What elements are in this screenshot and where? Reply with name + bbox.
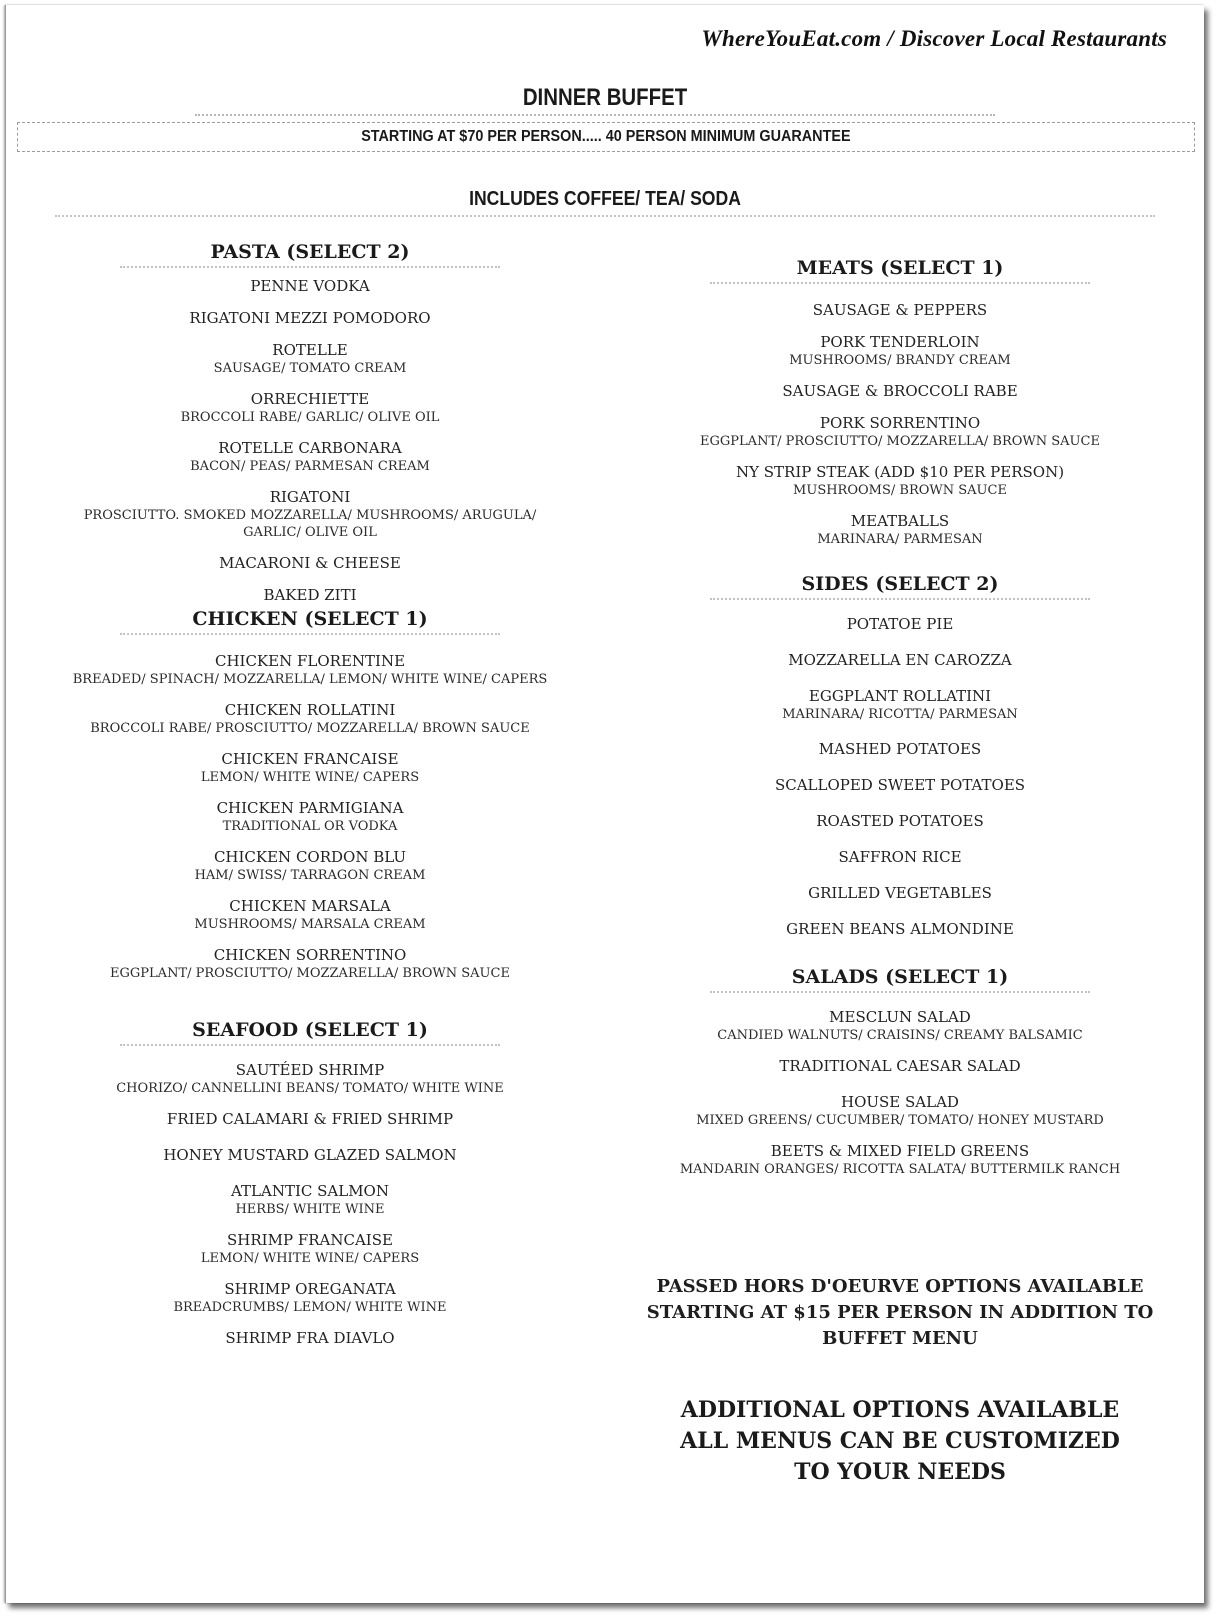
section-sides <box>620 572 1180 939</box>
note-line: ALL MENUS CAN BE CUSTOMIZED <box>680 1428 1120 1454</box>
item-description: MUSHROOMS/ BRANDY CREAM <box>789 353 1011 368</box>
menu-item <box>40 1279 580 1316</box>
item-name: SAUTÉED SHRIMP <box>235 1061 385 1079</box>
section-seafood <box>40 1018 580 1348</box>
item-name: EGGPLANT ROLLATINI <box>808 687 992 705</box>
item-description: MIXED GREENS/ CUCUMBER/ TOMATO/ HONEY MUSTARD <box>696 1113 1104 1128</box>
item-description: MUSHROOMS/ BROWN SAUCE <box>793 483 1007 498</box>
price-banner <box>17 122 1195 152</box>
item-name: NY STRIP STEAK (ADD $10 PER PERSON) <box>735 463 1065 481</box>
item-name: RIGATONI <box>269 488 351 506</box>
note-line: ADDITIONAL OPTIONS AVAILABLE <box>680 1397 1120 1423</box>
section-heading: SIDES (SELECT 2) <box>801 573 999 595</box>
section-divider <box>710 282 1090 284</box>
menu-item <box>40 1109 580 1129</box>
item-name: CHICKEN SORRENTINO <box>213 946 407 964</box>
section-chicken <box>40 607 580 982</box>
item-name: CHICKEN MARSALA <box>229 897 391 915</box>
item-name: CHICKEN PARMIGIANA <box>216 799 404 817</box>
menu-item <box>620 1092 1180 1129</box>
title-divider <box>195 114 995 120</box>
item-name: GRILLED VEGETABLES <box>808 884 992 902</box>
note-line: TO YOUR NEEDS <box>794 1459 1006 1485</box>
menu-item <box>620 462 1180 499</box>
item-name: HOUSE SALAD <box>841 1093 959 1111</box>
includes-line: INCLUDES COFFEE/ TEA/ SODA <box>469 188 741 210</box>
item-name: CHICKEN CORDON BLU <box>213 848 407 866</box>
item-description: MARINARA/ PARMESAN <box>817 532 983 547</box>
left-column <box>40 240 580 1360</box>
menu-item <box>40 389 580 426</box>
item-name: POTATOE PIE <box>846 615 954 633</box>
menu-item <box>620 919 1180 939</box>
section-salads <box>620 965 1180 1178</box>
note-line: STARTING AT $15 PER PERSON IN ADDITION TO <box>646 1302 1154 1323</box>
item-name: MASHED POTATOES <box>818 740 982 758</box>
item-description: BROCCOLI RABE/ GARLIC/ OLIVE OIL <box>180 410 440 425</box>
item-name: SHRIMP FRA DIAVLO <box>225 1329 395 1347</box>
section-pasta <box>40 240 580 605</box>
section-heading: CHICKEN (SELECT 1) <box>192 608 428 630</box>
item-name: SAUSAGE & PEPPERS <box>812 301 988 319</box>
item-name: ROTELLE CARBONARA <box>218 439 402 457</box>
menu-item <box>40 651 580 688</box>
item-description: EGGPLANT/ PROSCIUTTO/ MOZZARELLA/ BROWN SAUCE <box>110 966 510 981</box>
menu-item <box>620 1141 1180 1178</box>
item-name: GREEN BEANS ALMONDINE <box>786 920 1014 938</box>
menu-item <box>40 487 580 541</box>
menu-item <box>620 614 1180 634</box>
page-title: DINNER BUFFET <box>522 84 688 111</box>
menu-item <box>620 413 1180 450</box>
item-name: MACARONI & CHEESE <box>219 554 401 572</box>
item-name: SCALLOPED SWEET POTATOES <box>774 776 1026 794</box>
item-description: BACON/ PEAS/ PARMESAN CREAM <box>190 459 430 474</box>
item-description: PROSCIUTTO. SMOKED MOZZARELLA/ MUSHROOMS/ ARUGULA/ GARLIC/ OLIVE OIL <box>83 508 537 540</box>
hors-doeuvre-note <box>620 1274 1180 1352</box>
item-name: RIGATONI MEZZI POMODORO <box>189 309 431 327</box>
menu-item <box>620 511 1180 548</box>
section-heading: MEATS (SELECT 1) <box>796 257 1004 279</box>
item-description: LEMON/ WHITE WINE/ CAPERS <box>200 770 420 785</box>
item-name: ROASTED POTATOES <box>816 812 984 830</box>
item-description: CANDIED WALNUTS/ CRAISINS/ CREAMY BALSAMIC <box>717 1028 1083 1043</box>
section-heading: SEAFOOD (SELECT 1) <box>192 1019 428 1041</box>
price-text: STARTING AT $70 PER PERSON..... 40 PERSON MINIMUM GUARANTEE <box>361 128 851 145</box>
item-name: SAFFRON RICE <box>838 848 962 866</box>
section-divider <box>120 266 500 268</box>
item-name: HONEY MUSTARD GLAZED SALMON <box>163 1146 457 1164</box>
item-name: CHICKEN FLORENTINE <box>214 652 406 670</box>
item-description: BREADED/ SPINACH/ MOZZARELLA/ LEMON/ WHITE WINE/ CAPERS <box>72 672 548 687</box>
includes-divider <box>55 215 1155 217</box>
item-description: MARINARA/ RICOTTA/ PARMESAN <box>782 707 1018 722</box>
item-name: PORK SORRENTINO <box>819 414 981 432</box>
item-name: FRIED CALAMARI & FRIED SHRIMP <box>166 1110 454 1128</box>
right-column <box>620 256 1180 1190</box>
item-description: SAUSAGE/ TOMATO CREAM <box>213 361 407 376</box>
menu-item <box>620 1007 1180 1044</box>
menu-item <box>40 276 580 296</box>
additional-options-note <box>600 1395 1200 1488</box>
item-name: PORK TENDERLOIN <box>820 333 980 351</box>
menu-item <box>40 438 580 475</box>
item-name: ATLANTIC SALMON <box>231 1182 389 1200</box>
menu-item <box>40 585 580 605</box>
item-name: ORRECHIETTE <box>250 390 370 408</box>
menu-item <box>40 1060 580 1097</box>
item-description: CHORIZO/ CANNELLINI BEANS/ TOMATO/ WHITE WINE <box>116 1081 504 1096</box>
menu-item <box>40 896 580 933</box>
item-name: PENNE VODKA <box>250 277 370 295</box>
menu-item <box>620 1056 1180 1076</box>
item-name: CHICKEN ROLLATINI <box>224 701 396 719</box>
item-description: HAM/ SWISS/ TARRAGON CREAM <box>194 868 426 883</box>
section-meats <box>620 256 1180 548</box>
menu-item <box>620 811 1180 831</box>
item-name: SHRIMP OREGANATA <box>224 1280 396 1298</box>
menu-item <box>620 300 1180 320</box>
menu-item <box>620 739 1180 759</box>
section-divider <box>120 1044 500 1046</box>
item-name: TRADITIONAL CAESAR SALAD <box>779 1057 1021 1075</box>
section-heading: PASTA (SELECT 2) <box>210 241 410 263</box>
menu-item <box>620 775 1180 795</box>
item-name: BEETS & MIXED FIELD GREENS <box>770 1142 1030 1160</box>
menu-item <box>620 332 1180 369</box>
note-line: BUFFET MENU <box>822 1328 978 1349</box>
item-name: MEATBALLS <box>850 512 950 530</box>
menu-item <box>620 686 1180 723</box>
menu-item <box>40 700 580 737</box>
menu-item <box>620 650 1180 670</box>
item-description: EGGPLANT/ PROSCIUTTO/ MOZZARELLA/ BROWN SAUCE <box>700 434 1100 449</box>
menu-item <box>40 1230 580 1267</box>
item-description: LEMON/ WHITE WINE/ CAPERS <box>200 1251 420 1266</box>
menu-item <box>40 847 580 884</box>
section-divider <box>120 633 500 635</box>
menu-item <box>40 553 580 573</box>
section-divider <box>710 991 1090 993</box>
item-description: BROCCOLI RABE/ PROSCIUTTO/ MOZZARELLA/ BROWN SAUCE <box>90 721 530 736</box>
note-line: PASSED HORS D'OEURVE OPTIONS AVAILABLE <box>656 1276 1144 1297</box>
item-description: MUSHROOMS/ MARSALA CREAM <box>194 917 426 932</box>
item-name: SHRIMP FRANCAISE <box>227 1231 393 1249</box>
menu-item <box>40 798 580 835</box>
menu-item <box>40 1328 580 1348</box>
item-description: HERBS/ WHITE WINE <box>235 1202 385 1217</box>
menu-item <box>40 340 580 377</box>
item-description: BREADCRUMBS/ LEMON/ WHITE WINE <box>173 1300 447 1315</box>
item-name: MESCLUN SALAD <box>829 1008 971 1026</box>
menu-item <box>620 883 1180 903</box>
item-name: ROTELLE <box>272 341 348 359</box>
item-name: MOZZARELLA EN CAROZZA <box>788 651 1012 669</box>
menu-item <box>40 749 580 786</box>
menu-item <box>620 847 1180 867</box>
item-description: TRADITIONAL OR VODKA <box>222 819 398 834</box>
item-description: MANDARIN ORANGES/ RICOTTA SALATA/ BUTTERMILK RANCH <box>679 1162 1121 1177</box>
menu-item <box>40 1181 580 1218</box>
menu-item <box>620 381 1180 401</box>
menu-item <box>40 945 580 982</box>
menu-item <box>40 308 580 328</box>
item-name: CHICKEN FRANCAISE <box>221 750 399 768</box>
site-watermark: WhereYouEat.com / Discover Local Restaurants <box>701 26 1167 51</box>
menu-item <box>40 1145 580 1165</box>
section-heading: SALADS (SELECT 1) <box>791 966 1009 988</box>
item-name: BAKED ZITI <box>263 586 357 604</box>
item-name: SAUSAGE & BROCCOLI RABE <box>782 382 1018 400</box>
section-divider <box>710 598 1090 600</box>
